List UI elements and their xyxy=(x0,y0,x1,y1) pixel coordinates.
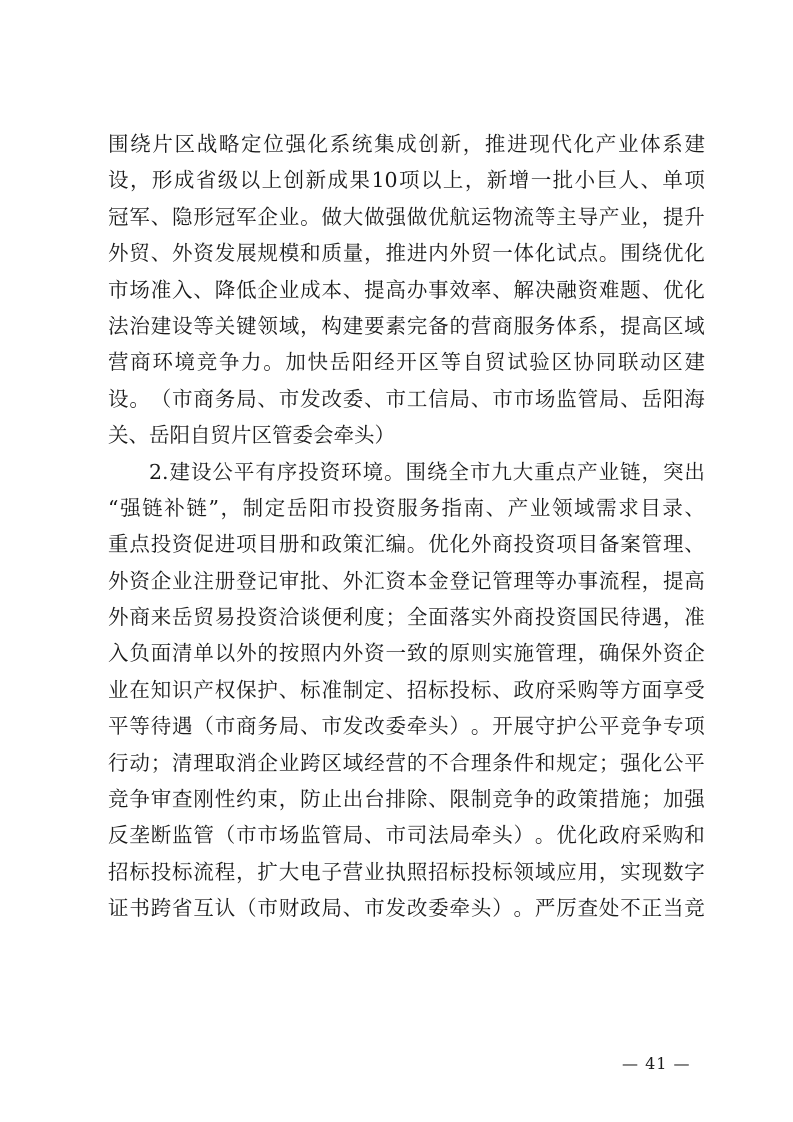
text-line: 冠 军 、 隐 形 冠 军 企 业 。 做 大 做 强 做 优 航 运 物 流 等 主 导 产 业 ， 提 升 xyxy=(108,204,705,229)
text-line: 重 点 投 资 促 进 项 目 册 和 政 策 汇 编 。 优 化 外 商 投 资 项 目 备 案 管 理 、 xyxy=(108,532,705,557)
text-line: 外 贸 、 外 资 发 展 规 模 和 质 量 ， 推 进 内 外 贸 一 体 化 试 点 。 围 绕 优 化 xyxy=(108,241,705,266)
text-line: 市 场 准 入 、 降 低 企 业 成 本 、 提 高 办 事 效 率 、 解 决 融 资 难 题 、 优 化 xyxy=(108,277,705,302)
text-line: 关 、 岳 阳 自 贸 片 区 管 委 会 牵 头 ） xyxy=(108,423,395,448)
text-line: 行 动 ； 清 理 取 消 企 业 跨 区 域 经 营 的 不 合 理 条 件 和 规 定 ； 强 化 公 平 xyxy=(108,750,705,775)
text-line: 2. 建 设 公 平 有 序 投 资 环 境 。 围 绕 全 市 九 大 重 点 产 业 链 ， 突 出 xyxy=(149,459,705,484)
text-line: 业 在 知 识 产 权 保 护 、 标 准 制 定 、 招 标 投 标 、 政 府 采 购 等 方 面 享 受 xyxy=(108,677,705,702)
text-line: “ 强 链 补 链 ” ， 制 定 岳 阳 市 投 资 服 务 指 南 、 产 业 领 域 需 求 目 录 、 xyxy=(108,495,705,520)
text-line: 外 商 来 岳 贸 易 投 资 洽 谈 便 利 度 ； 全 面 落 实 外 商 投 资 国 民 待 遇 ， 准 xyxy=(108,605,705,630)
text-line: 营 商 环 境 竞 争 力 。 加 快 岳 阳 经 开 区 等 自 贸 试 验 区 协 同 联 动 区 建 xyxy=(108,350,705,375)
text-line: 竞 争 审 查 刚 性 约 束 ， 防 止 出 台 排 除 、 限 制 竞 争 的 政 策 措 施 ； 加 强 xyxy=(108,787,705,812)
text-line: 设 。 （ 市 商 务 局 、 市 发 改 委 、 市 工 信 局 、 市 市 场 监 管 局 、 岳 阳 海 xyxy=(108,386,705,411)
page-number: — 41 — xyxy=(622,1054,691,1073)
text-line: 反 垄 断 监 管 （ 市 市 场 监 管 局 、 市 司 法 局 牵 头 ） 。 优 化 政 府 采 购 和 xyxy=(108,823,705,848)
text-line: 平 等 待 遇 （ 市 商 务 局 、 市 发 改 委 牵 头 ） 。 开 展 守 护 公 平 竞 争 专 项 xyxy=(108,714,705,739)
text-line: 证 书 跨 省 互 认 （ 市 财 政 局 、 市 发 改 委 牵 头 ） 。 严 厉 查 处 不 正 当 竞 xyxy=(108,896,705,921)
text-line: 入 负 面 清 单 以 外 的 按 照 内 外 资 一 致 的 原 则 实 施 管 理 ， 确 保 外 资 企 xyxy=(108,641,705,666)
text-line: 法 治 建 设 等 关 键 领 域 ， 构 建 要 素 完 备 的 营 商 服 务 体 系 ， 提 高 区 域 xyxy=(108,313,705,338)
text-line: 招 标 投 标 流 程 ， 扩 大 电 子 营 业 执 照 招 标 投 标 领 域 应 用 ， 实 现 数 字 xyxy=(108,859,705,884)
body-text xyxy=(108,126,705,927)
text-line: 设 ， 形 成 省 级 以 上 创 新 成 果 10 项 以 上 ， 新 增 一 批 小 巨 人 、 单 项 xyxy=(108,168,705,193)
text-line: 围 绕 片 区 战 略 定 位 强 化 系 统 集 成 创 新 ， 推 进 现 代 化 产 业 体 系 建 xyxy=(108,132,705,156)
text-line: 外 资 企 业 注 册 登 记 审 批 、 外 汇 资 本 金 登 记 管 理 等 办 事 流 程 ， 提 高 xyxy=(108,568,705,593)
